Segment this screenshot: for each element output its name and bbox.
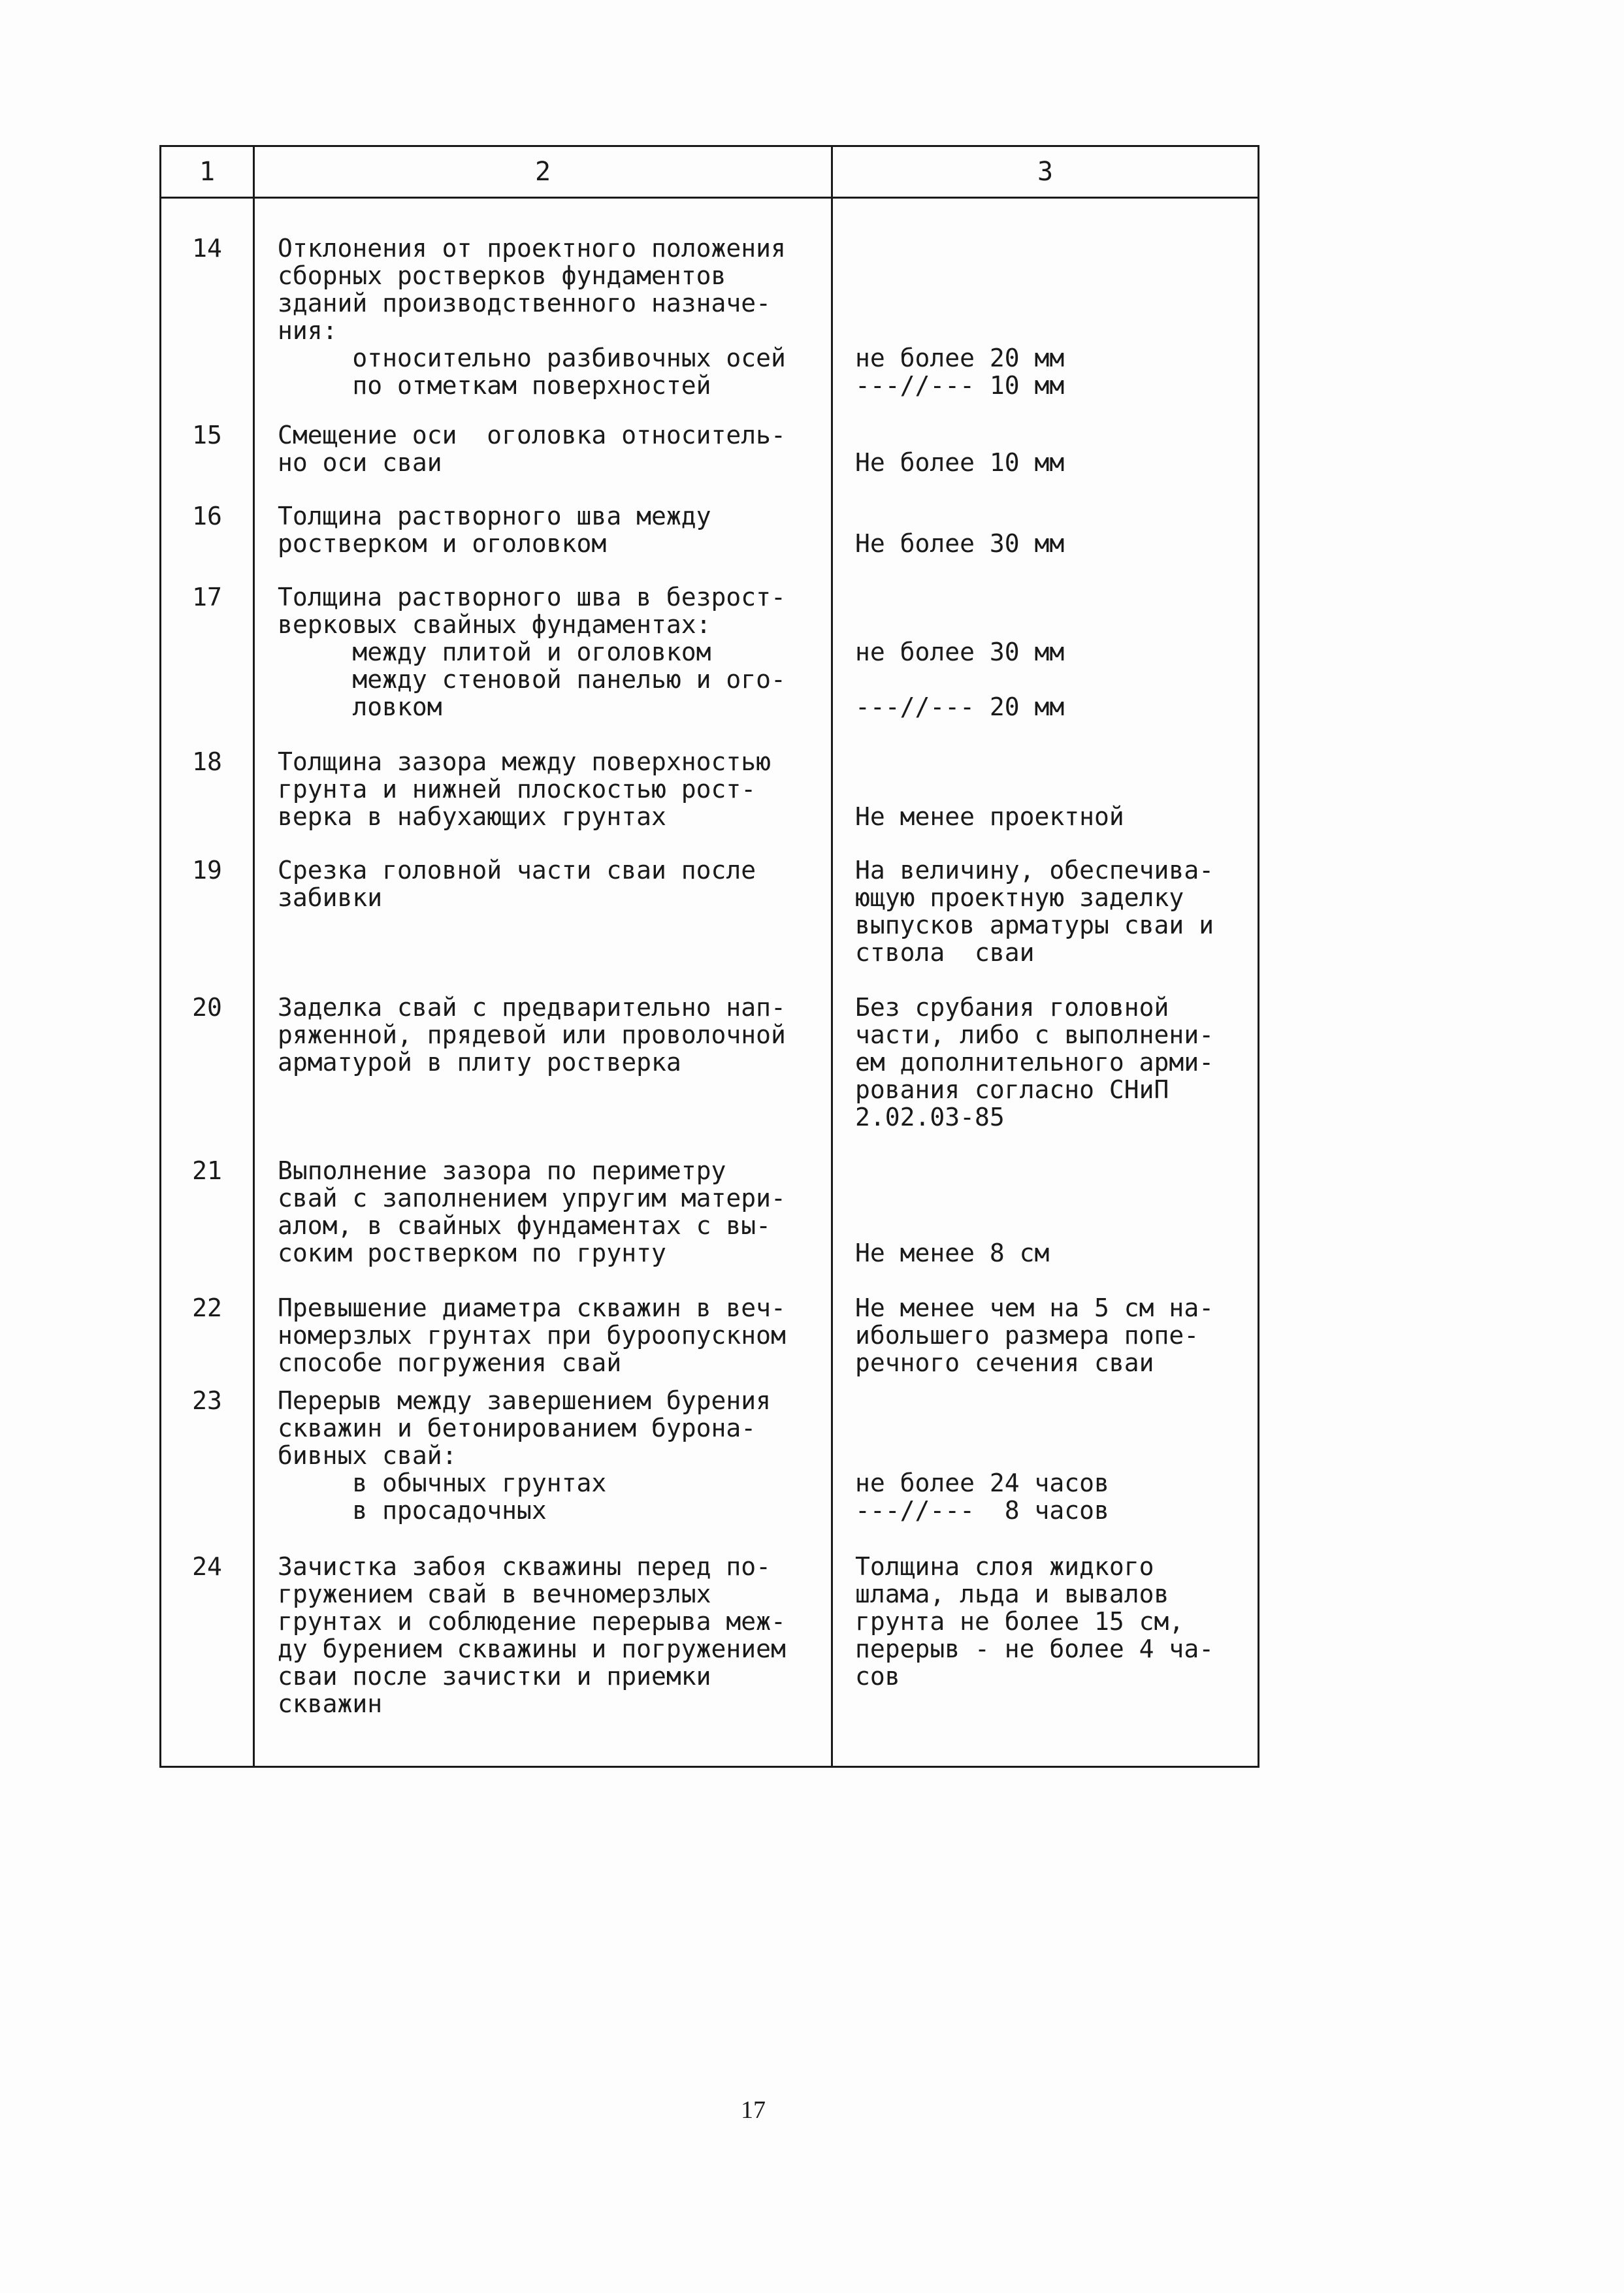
row-number: 24 [192,1552,222,1581]
row-number: 15 [192,421,222,449]
row-tolerance: ---//--- 20 мм [855,692,1065,721]
row-tolerance: не более 30 мм [855,638,1065,666]
row-description: Отклонения от проектного положения сборных ростверков фундаментов зданий производственного назначе- ния: относительно разбивочных осей по отметкам поверхностей [278,234,786,400]
row-number: 22 [192,1293,222,1322]
row-description: Выполнение зазора по периметру свай с заполнением упругим матери- алом, в свайных фундаментах с вы- соким ростверком по грунту [278,1156,786,1267]
row-tolerance: Без срубания головной части, либо с выполнени- ем дополнительного арми- рования согласно СНиП 2.02.03-85 [855,993,1214,1131]
row-description: Срезка головной части сваи после забивки [278,856,756,912]
column-header: 2 [534,157,551,187]
row-tolerance: Не более 30 мм [855,529,1065,558]
row-number: 20 [192,993,222,1022]
row-tolerance: Не менее 8 см [855,1239,1050,1267]
page-number: 17 [741,2096,766,2124]
row-number: 21 [192,1156,222,1185]
row-description: Превышение диаметра скважин в веч- номерзлых грунтах при буроопускном способе погружения свай [278,1293,786,1377]
column-divider [831,147,833,1766]
row-number: 18 [192,747,222,776]
row-number: 23 [192,1386,222,1415]
row-description: Толщина растворного шва между ростверком и оголовком [278,502,711,558]
row-tolerance: Не более 10 мм [855,448,1065,477]
row-description: Зачистка забоя скважины перед по- гружением свай в вечномерзлых грунтах и соблюдение перерыва меж- ду бурением скважины и погружением сваи после зачистки и приемки скважин [278,1552,786,1718]
row-tolerance: На величину, обеспечива- ющую проектную заделку выпусков арматуры сваи и ствола сваи [855,856,1214,967]
column-header: 1 [199,157,216,187]
row-tolerance: не более 24 часов ---//--- 8 часов [855,1469,1109,1525]
row-description: Перерыв между завершением бурения скважин и бетонированием бурона- бивных свай: в обычных грунтах в просадочных [278,1386,771,1525]
row-tolerance: не более 20 мм ---//--- 10 мм [855,344,1065,400]
column-divider [253,147,255,1766]
row-description: Толщина растворного шва в безрост- верковых свайных фундаментах: между плитой и оголовком между стеновой панелью и ого- ловком [278,583,786,721]
column-header: 3 [1037,157,1054,187]
row-number: 17 [192,583,222,611]
row-number: 16 [192,502,222,530]
row-number: 14 [192,234,222,263]
row-description: Смещение оси оголовка относитель- но оси сваи [278,421,786,477]
row-description: Толщина зазора между поверхностью грунта и нижней плоскостью рост- верка в набухающих грунтах [278,747,771,831]
row-tolerance: Толщина слоя жидкого шлама, льда и вывалов грунта не более 15 см, перерыв - не более 4 ча- сов [855,1552,1214,1691]
row-number: 19 [192,856,222,885]
header-divider [161,197,1258,199]
row-tolerance: Не менее проектной [855,802,1124,831]
requirements-table [159,145,1259,1768]
row-tolerance: Не менее чем на 5 см на- ибольшего размера попе- речного сечения сваи [855,1293,1214,1377]
row-description: Заделка свай с предварительно нап- ряженной, прядевой или проволочной арматурой в плиту ростверка [278,993,786,1077]
